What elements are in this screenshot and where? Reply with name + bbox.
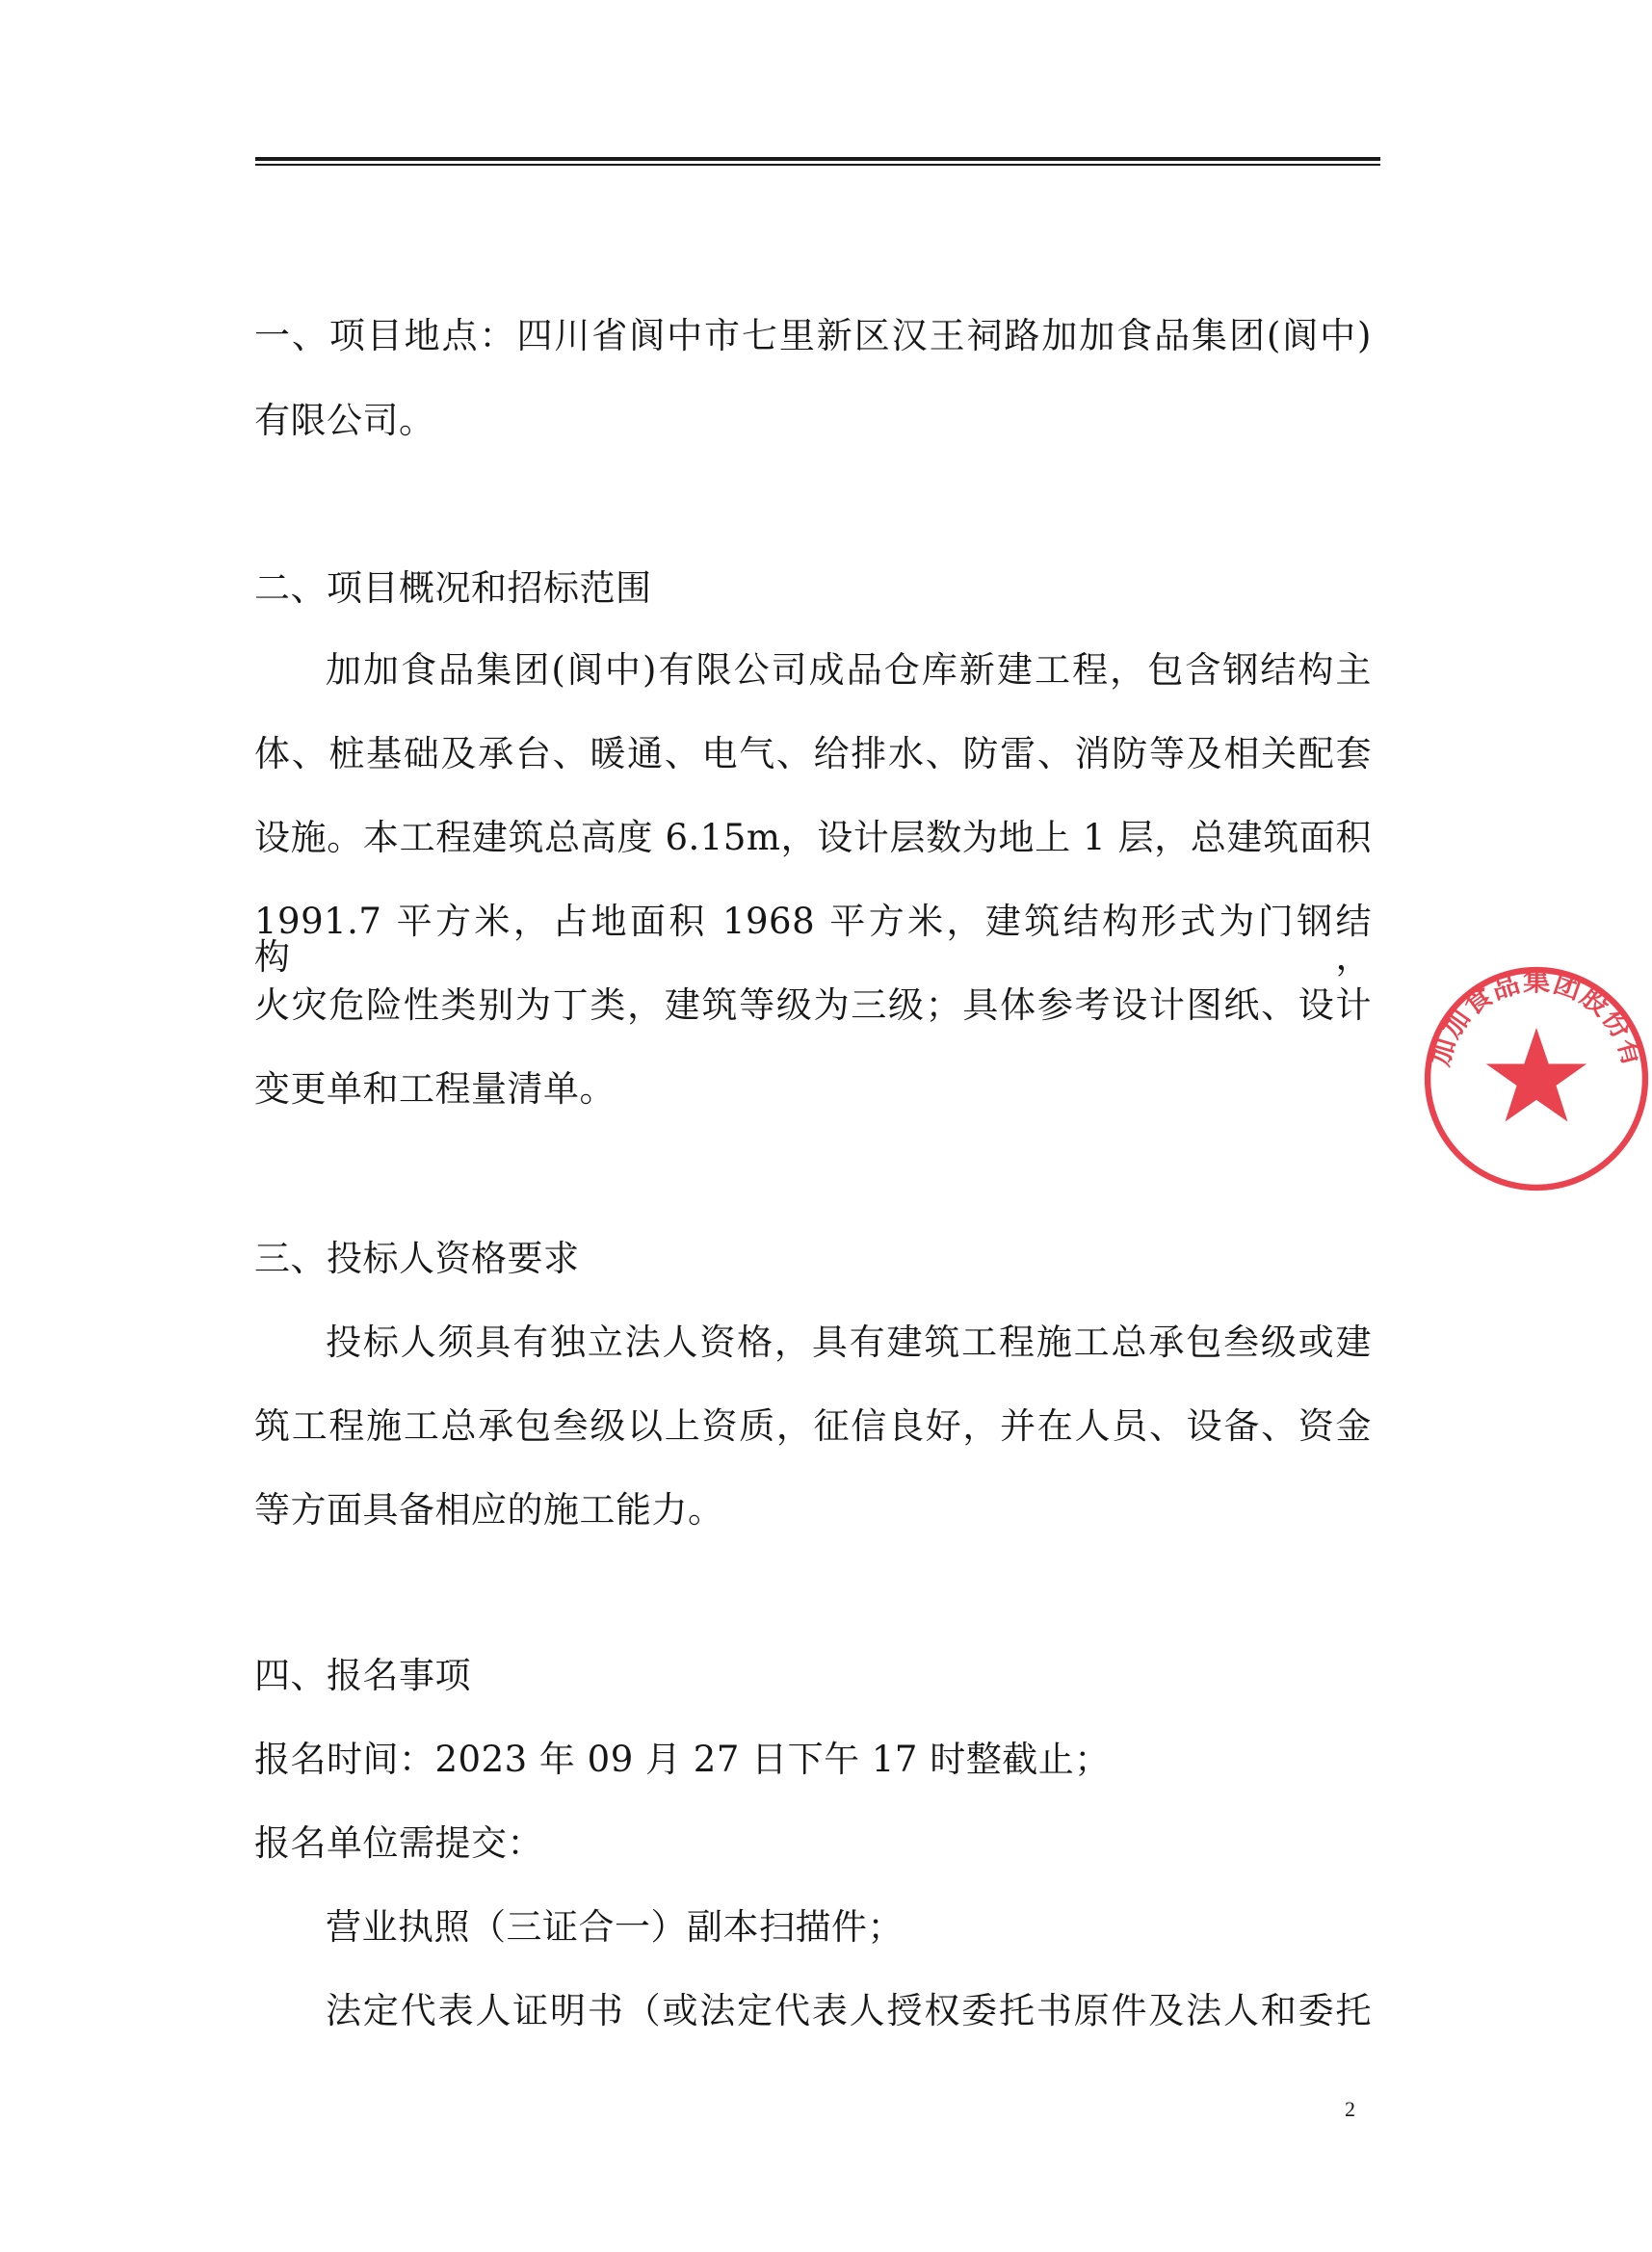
section2-heading: 二、项目概况和招标范围 [254,567,652,609]
section3-paragraph-line: 等方面具备相应的施工能力。 [254,1489,724,1531]
section2-paragraph-line: 体、桩基础及承台、暖通、电气、给排水、防雷、消防等及相关配套 [254,733,1372,774]
company-seal [1406,915,1652,1243]
seal-text: 加加食品集团股份有限公司 [1406,938,1650,1071]
section2-paragraph-line: 1991.7 平方米，占地面积 1968 平方米，建筑结构形式为门钢结构， [254,901,1372,978]
section3-paragraph-line: 投标人须具有独立法人资格，具有建筑工程施工总承包叁级或建 [326,1322,1372,1363]
submission-intro: 报名单位需提交： [254,1822,543,1864]
page-number: 2 [1345,2097,1355,2121]
header-rule [255,157,1380,166]
header-rule-thick [255,157,1380,161]
seal-star-icon [1486,1028,1586,1121]
svg-text:加加食品集团股份有限公司 [1406,938,1649,1071]
submission-item: 营业执照（三证合一）副本扫描件； [326,1906,904,1948]
section4-heading: 四、报名事项 [254,1655,471,1696]
section2-paragraph-line: 加加食品集团(阆中)有限公司成品仓库新建工程，包含钢结构主 [326,649,1372,691]
submission-item: 法定代表人证明书（或法定代表人授权委托书原件及法人和委托 [326,1990,1372,2031]
section2-paragraph-line: 火灾危险性类别为丁类，建筑等级为三级；具体参考设计图纸、设计 [254,984,1372,1026]
section2-paragraph-line: 变更单和工程量清单。 [254,1068,616,1110]
section3-heading: 三、投标人资格要求 [254,1238,580,1279]
header-rule-thin [255,164,1380,166]
seal-outer-ring [1428,970,1645,1188]
section1-line2: 有限公司。 [254,400,435,441]
section1-line1: 一、项目地点：四川省阆中市七里新区汉王祠路加加食品集团(阆中) [254,315,1372,356]
section2-paragraph-line: 设施。本工程建筑总高度 6.15m，设计层数为地上 1 层，总建筑面积 [254,817,1372,858]
section3-paragraph-line: 筑工程施工总承包叁级以上资质，征信良好，并在人员、设备、资金 [254,1405,1372,1447]
registration-time: 报名时间：2023 年 09 月 27 日下午 17 时整截止； [254,1739,1111,1780]
